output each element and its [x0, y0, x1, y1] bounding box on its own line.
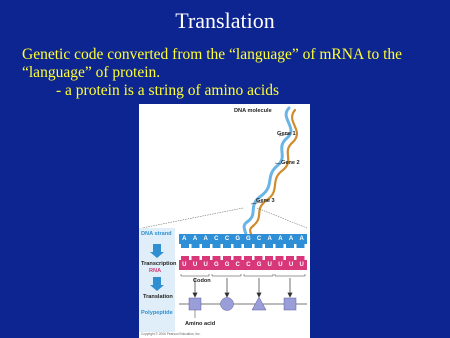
dna-bases [179, 234, 307, 244]
dna-helix [243, 108, 297, 242]
body-line-2: “language” of protein. [22, 64, 161, 81]
amino-acid-circle [221, 298, 234, 311]
dna-base: A [299, 236, 304, 242]
dna-base: A [182, 236, 187, 242]
dna-base: G [235, 236, 241, 242]
dna-base: A [267, 236, 272, 242]
amino-acid-square [189, 298, 201, 310]
label-codon: Codon [193, 278, 211, 284]
rna-base: U [278, 262, 283, 268]
rna-bases [179, 260, 307, 270]
rna-base: U [299, 262, 304, 268]
dna-base: C [214, 236, 219, 242]
body-bullet: - a protein is a string of amino acids [56, 82, 279, 99]
rna-base: G [214, 262, 219, 268]
rna-base: U [203, 262, 208, 268]
rna-base: C [246, 262, 251, 268]
dna-base: A [192, 236, 198, 242]
rna-base: U [192, 262, 198, 268]
label-transcription: Transcription [141, 261, 177, 267]
label-amino-acid: Amino acid [185, 321, 216, 327]
dna-base: G [246, 236, 251, 242]
dna-base: A [288, 236, 294, 242]
label-gene-3: Gene 3 [256, 198, 275, 204]
label-gene-1: Gene 1 [277, 131, 296, 137]
transcription-translation-figure [139, 104, 310, 338]
slide-title: Translation [175, 8, 275, 33]
rna-base: U [182, 262, 187, 268]
rna-base: G [256, 262, 262, 268]
body-line-1: Genetic code converted from the “language” of mRNA to the [22, 46, 403, 63]
rna-base: U [267, 262, 272, 268]
label-dna-strand: DNA strand [141, 231, 172, 237]
rna-base: G [224, 262, 230, 268]
amino-acid-square-2 [284, 298, 296, 310]
label-dna-molecule: DNA molecule [234, 108, 272, 114]
rna-base: U [288, 262, 294, 268]
label-copyright: Copyright © 2006 Pearson Education, Inc. [141, 332, 201, 336]
polypeptide-chain [179, 297, 307, 311]
label-polypeptide: Polypeptide [141, 310, 173, 316]
label-gene-2: Gene 2 [281, 160, 300, 166]
slide-body [22, 46, 446, 100]
dna-base: C [224, 236, 230, 242]
figure-artwork [139, 104, 310, 338]
dna-base: A [278, 236, 283, 242]
codon-brackets [181, 274, 305, 276]
label-translation: Translation [143, 294, 173, 300]
dna-teeth [181, 244, 305, 248]
zoom-lines [142, 208, 307, 228]
label-rna: RNA [149, 268, 162, 274]
dna-base: A [203, 236, 208, 242]
dna-base: C [256, 236, 262, 242]
rna-base: C [235, 262, 240, 268]
